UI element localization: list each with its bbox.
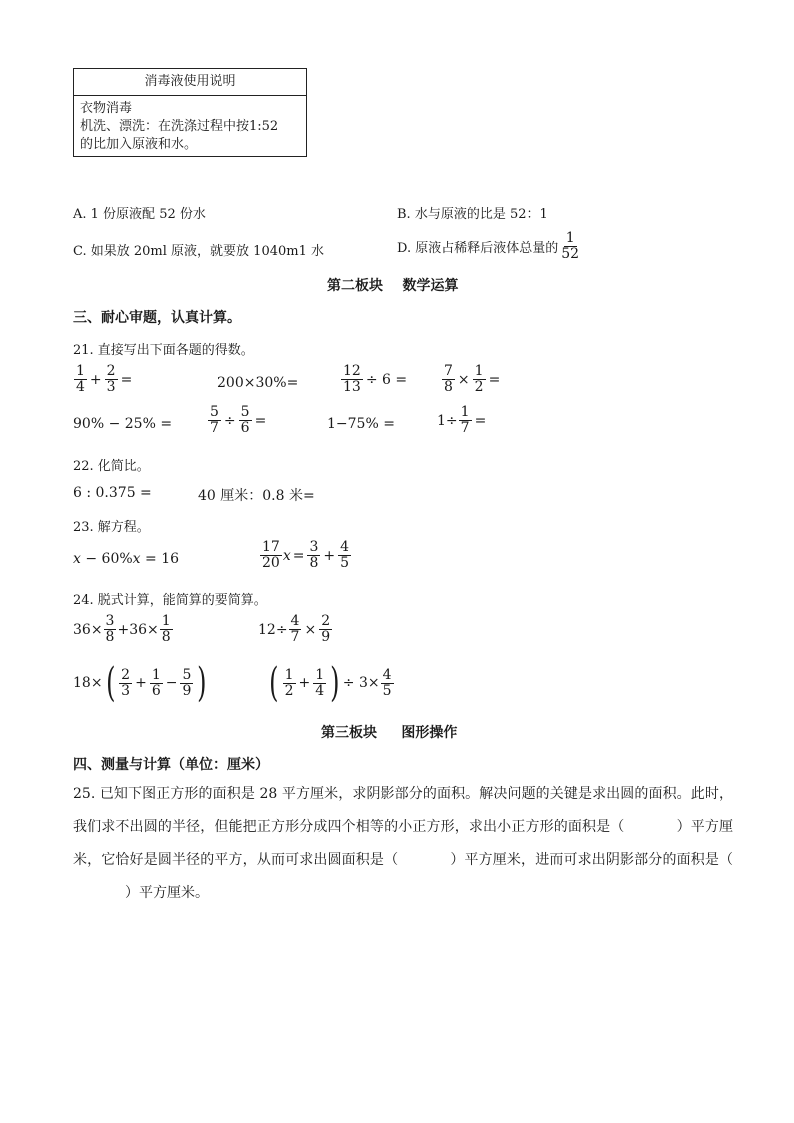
option-d — [397, 231, 582, 262]
fraction — [74, 364, 87, 395]
fraction — [160, 614, 173, 645]
fraction — [104, 614, 117, 645]
fraction — [442, 364, 455, 395]
option-d-fraction — [559, 231, 581, 262]
fraction — [338, 540, 351, 571]
fraction-numerator: 4 — [340, 539, 350, 555]
q23-expr-1 — [73, 551, 179, 567]
q25-text-part-3: ）平方厘米，进而可求出阴影部分的面积是（ — [450, 852, 734, 868]
fraction-denominator: 3 — [106, 379, 116, 395]
equals-sign: = — [120, 371, 133, 388]
instruction-line-3: 的比加入原液和水。 — [80, 137, 198, 152]
fraction-numerator: 1 — [284, 666, 294, 683]
q24-expr-4 — [266, 660, 395, 706]
fraction-denominator: 2 — [284, 682, 294, 699]
fraction-numerator: 3 — [105, 613, 115, 629]
fraction-numerator: 1 — [151, 666, 161, 683]
instruction-box-body — [74, 96, 306, 158]
q25-text-part-2: ）平方厘米，它恰好是圆半径的平方，从而可求出圆面积是（ — [73, 819, 734, 868]
fraction — [260, 540, 282, 571]
fraction — [341, 364, 363, 395]
fraction-denominator: 13 — [343, 379, 361, 395]
q25-text-part-1: 25. 已知下图正方形的面积是 28 平方厘米，求阴影部分的面积。解决问题的关键是求出圆的面积。此时，我们求不出圆的半径，但能把正方形分成四个相等的小正方形，求出小正方形的面积是（ — [73, 786, 733, 835]
part-3-heading: 三、耐心审题，认真计算。 — [73, 310, 241, 326]
expression-part: 18× — [73, 675, 103, 691]
q24-expr-2 — [258, 614, 333, 645]
fraction — [319, 614, 332, 645]
q24-expr-1 — [73, 614, 174, 645]
q21-expr-8 — [437, 405, 488, 436]
fraction — [283, 668, 296, 699]
fraction-numerator: 2 — [321, 613, 331, 629]
fraction-denominator: 5 — [340, 555, 350, 571]
instruction-line-2: 机洗、漂洗：在洗涤过程中按1:52 — [80, 119, 279, 134]
fraction-denominator: 7 — [460, 420, 470, 436]
fraction-denominator: 20 — [262, 555, 280, 571]
fraction — [239, 405, 252, 436]
fraction-denominator: 6 — [151, 682, 161, 699]
operator: × — [457, 371, 470, 388]
expression-part: = 16 — [140, 551, 180, 567]
expression-part: 36× — [73, 621, 103, 638]
fraction-denominator: 7 — [290, 629, 300, 645]
fraction-denominator: 9 — [182, 682, 192, 699]
fraction — [313, 668, 326, 699]
option-a: A. 1 份原液配 52 份水 — [73, 207, 206, 222]
fraction-numerator: 1 — [161, 613, 171, 629]
fraction-denominator: 52 — [561, 246, 580, 262]
fraction-numerator: 2 — [106, 363, 116, 379]
q21-expr-1 — [73, 364, 134, 395]
fraction-numerator: 2 — [121, 666, 131, 683]
expression-part: 12÷ — [258, 621, 288, 638]
fraction-denominator: 8 — [444, 379, 453, 395]
fraction-numerator: 1 — [474, 363, 484, 379]
fraction-numerator: 17 — [262, 539, 280, 555]
left-parenthesis: ( — [105, 660, 116, 706]
expression-part: − 60% — [80, 551, 133, 567]
option-c: C. 如果放 20ml 原液，就要放 1040m1 水 — [73, 244, 324, 259]
fraction — [473, 364, 486, 395]
right-parenthesis: ) — [197, 660, 207, 706]
expression-rest: ÷ 6 = — [365, 371, 408, 388]
q23-label: 23. 解方程。 — [73, 520, 150, 535]
expression-part: +36× — [117, 621, 159, 638]
variable: x — [132, 551, 141, 567]
q21-expr-2: 200×30%= — [217, 375, 299, 391]
fraction-denominator: 5 — [382, 682, 392, 699]
q24-label: 24. 脱式计算，能简算的要简算。 — [73, 593, 267, 608]
fraction-numerator: 1 — [565, 230, 575, 246]
fraction-denominator: 8 — [309, 555, 319, 571]
fraction-numerator: 7 — [444, 363, 453, 379]
option-b: B. 水与原液的比是 52：1 — [397, 207, 548, 222]
fraction-denominator: 4 — [315, 682, 325, 699]
fraction-denominator: 4 — [76, 379, 85, 395]
fraction — [307, 540, 320, 571]
fraction — [459, 405, 472, 436]
fraction-numerator: 1 — [76, 363, 85, 379]
instruction-line-1: 衣物消毒 — [80, 101, 133, 116]
option-d-text: D. 原液占稀释后液体总量的 — [397, 241, 559, 256]
q21-expr-6 — [207, 405, 268, 436]
q22-expr-1: 6 : 0.375 = — [73, 485, 152, 501]
right-parenthesis: ) — [330, 660, 340, 706]
variable: x — [73, 551, 81, 567]
fraction-numerator: 1 — [460, 404, 470, 420]
operator: + — [298, 675, 311, 691]
q21-expr-4 — [441, 364, 502, 395]
fraction — [119, 668, 132, 699]
q24-expr-3 — [73, 660, 210, 706]
fraction-denominator: 7 — [210, 420, 219, 436]
equals-sign: = — [488, 371, 501, 388]
fraction — [289, 614, 302, 645]
operator: × — [304, 621, 317, 638]
fraction-numerator: 12 — [343, 363, 361, 379]
q21-expr-5: 90% − 25% = — [73, 416, 173, 432]
fraction — [381, 668, 394, 699]
operator: ÷ — [223, 412, 236, 429]
fraction — [150, 668, 163, 699]
equals-sign: = — [254, 412, 267, 429]
instruction-box — [73, 68, 307, 157]
fraction-denominator: 8 — [105, 629, 115, 645]
fraction-denominator: 8 — [161, 629, 171, 645]
fraction-denominator: 2 — [474, 379, 484, 395]
q21-label: 21. 直接写出下面各题的得数。 — [73, 343, 254, 358]
q25-text-part-4: ）平方厘米。 — [125, 885, 209, 901]
q22-expr-2: 40 厘米：0.8 米= — [198, 488, 315, 504]
q23-expr-2 — [259, 540, 352, 571]
operator: + — [89, 371, 102, 388]
equals-sign: = — [292, 547, 305, 564]
part-4-heading: 四、测量与计算（单位：厘米） — [73, 757, 269, 773]
expression-part: ÷ 3× — [342, 675, 380, 691]
fraction — [105, 364, 118, 395]
operator: + — [135, 675, 147, 691]
instruction-box-title: 消毒液使用说明 — [74, 69, 306, 96]
expression-prefix: 1÷ — [437, 412, 458, 429]
fraction-numerator: 5 — [182, 666, 192, 683]
fraction — [180, 668, 193, 699]
operator: + — [323, 547, 336, 564]
operator: − — [165, 675, 178, 691]
fraction-denominator: 3 — [121, 682, 131, 699]
fraction-denominator: 9 — [321, 629, 331, 645]
fraction-numerator: 3 — [309, 539, 319, 555]
q25-paragraph — [73, 778, 733, 910]
variable: x — [282, 547, 291, 564]
section-2-title: 第二板块 数学运算 — [327, 278, 459, 294]
fraction-numerator: 4 — [290, 613, 300, 629]
fraction-numerator: 5 — [210, 404, 219, 420]
left-parenthesis: ( — [269, 660, 279, 706]
fraction-numerator: 5 — [240, 404, 250, 420]
fraction-denominator: 6 — [240, 420, 250, 436]
section-3-title: 第三板块 图形操作 — [321, 725, 458, 741]
fraction — [208, 405, 221, 436]
q22-label: 22. 化简比。 — [73, 459, 150, 474]
q21-expr-7: 1−75% = — [327, 416, 395, 432]
q21-expr-3 — [340, 364, 409, 395]
fraction-numerator: 1 — [315, 666, 325, 683]
equals-sign: = — [474, 412, 487, 429]
fraction-numerator: 4 — [382, 666, 392, 683]
